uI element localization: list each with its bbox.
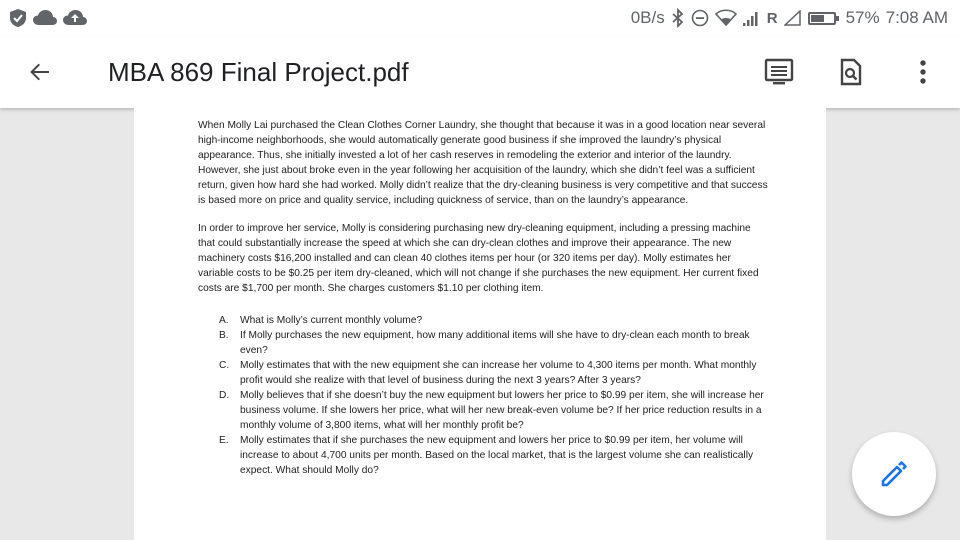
question-label: A. xyxy=(219,315,229,326)
question-label: C. xyxy=(219,360,230,371)
pdf-page[interactable] xyxy=(134,108,826,540)
battery-icon xyxy=(808,12,836,25)
list-item xyxy=(198,313,768,328)
net-speed: 0B/s xyxy=(630,8,665,27)
cloud-upload-icon xyxy=(62,8,88,28)
wifi-icon xyxy=(715,9,737,27)
more-vert-icon xyxy=(918,59,928,85)
question-text: If Molly purchases the new equipment, how many additional items will she have to dry-clean each month to break even? xyxy=(240,330,750,356)
more-options-button[interactable] xyxy=(906,56,940,88)
notes-icon xyxy=(764,58,794,86)
back-arrow-icon xyxy=(28,60,52,84)
list-item xyxy=(198,328,768,358)
paragraph-equipment: In order to improve her service, Molly is considering purchasing new dry-cleaning equipment, including a pressing machine that could substantially increase the speed at which she can dry-clean clothes and improve their appearance. The new machinery costs $16,200 installed and can clean 40 clothes items per hour (or 320 items per day). Molly estimates her variable costs to be $0.25 per item dry-cleaned, which will not change if she purchases the new equipment. Her current fixed costs are $1,700 per month. She charges customers $1.10 per clothing item. xyxy=(198,223,759,294)
question-text: What is Molly’s current monthly volume? xyxy=(240,315,423,326)
shield-icon xyxy=(8,8,28,28)
notes-button[interactable] xyxy=(762,56,796,88)
search-document-icon xyxy=(838,58,864,86)
list-item xyxy=(198,388,768,433)
list-item xyxy=(198,358,768,388)
edit-pencil-icon xyxy=(878,458,910,490)
status-bar xyxy=(0,0,960,36)
question-list xyxy=(198,313,768,478)
battery-percent: 57% xyxy=(845,8,880,27)
notification-icons xyxy=(8,8,88,28)
carrier-letter: R xyxy=(766,9,778,27)
question-text: Molly estimates that if she purchases the new equipment and lowers her price to $0.99 per item, her volume will increase to about 4,700 units per month. Based on the local market, that is the largest volume she can realistically expect. What should Molly do? xyxy=(240,435,754,476)
back-button[interactable] xyxy=(22,56,58,88)
system-indicators xyxy=(631,8,948,28)
question-text: Molly believes that if she doesn’t buy the new equipment but lowers her price to $0.99 per item, she will increase her business volume. If she lowers her price, what will her new break-even volume be? If her price reduction results in a monthly volume of 3,800 items, what will her monthly profit be? xyxy=(240,390,764,431)
question-label: B. xyxy=(219,330,229,341)
cloud-icon xyxy=(32,8,58,28)
document-body xyxy=(198,118,768,478)
signal-icon xyxy=(743,10,761,26)
app-bar xyxy=(0,36,960,108)
paragraph-intro: When Molly Lai purchased the Clean Clothes Corner Laundry, she thought that because it was in a good location near several high-income neighborhoods, she would automatically generate good business if she improved the laundry’s physical appearance. Thus, she initially invested a lot of her cash reserves in remodeling the exterior and interior of the laundry. However, she just about broke even in the year following her acquisition of the laundry, which she didn’t feel was a sufficient return, given how hard she had worked. Molly didn’t realize that the dry-cleaning business is very competitive and that success is based more on price and quality service, including quickness of service, than on the laundry’s appearance. xyxy=(198,120,768,206)
document-title: MBA 869 Final Project.pdf xyxy=(108,57,409,87)
edit-button[interactable] xyxy=(852,432,936,516)
clock: 7:08 AM xyxy=(885,8,948,27)
list-item xyxy=(198,433,768,478)
signal-empty-icon xyxy=(784,10,802,26)
question-text: Molly estimates that with the new equipment she can increase her volume to 4,300 items per month. What monthly profit would she realize with that level of business during the next 3 years? After 3 years? xyxy=(240,360,757,386)
question-label: E. xyxy=(219,435,229,446)
question-label: D. xyxy=(219,390,230,401)
minus-circle-icon xyxy=(691,9,709,27)
find-in-document-button[interactable] xyxy=(834,56,868,88)
bluetooth-icon xyxy=(671,8,685,28)
